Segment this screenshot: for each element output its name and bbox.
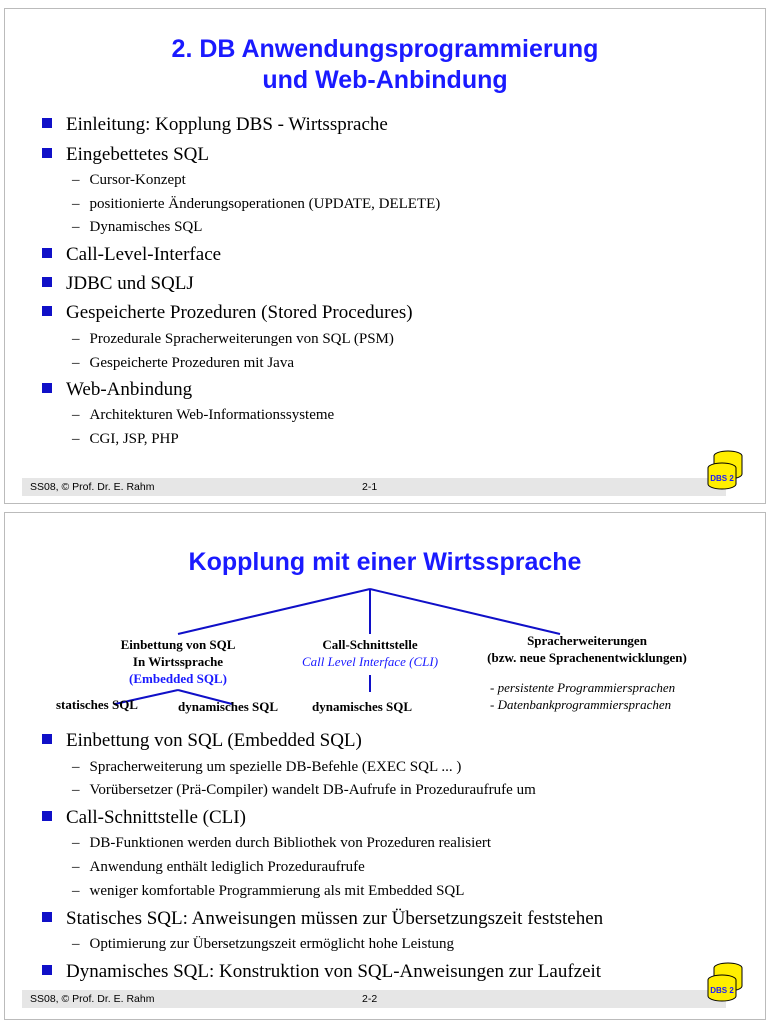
sub-bullet-item: – Architekturen Web-Informationssysteme [72, 407, 335, 423]
bullet-square-icon [42, 306, 52, 316]
bullet-item: Web-Anbindung [42, 379, 192, 401]
footer-page-number: 2-2 [362, 993, 378, 1005]
bullet-item: Dynamisches SQL: Konstruktion von SQL-Anweisungen zur Laufzeit [42, 961, 601, 983]
language-extension-notes: - persistente Programmiersprachen - Datenbankprogrammiersprachen [490, 680, 676, 712]
bullet-square-icon [42, 811, 52, 821]
bullet-square-icon [42, 277, 52, 287]
title-line-2: und Web-Anbindung [262, 66, 508, 94]
footer-author: SS08, © Prof. Dr. E. Rahm [30, 993, 155, 1005]
sub-bullet-item: – DB-Funktionen werden durch Bibliothek von Prozeduren realisiert [72, 835, 492, 851]
bullet-square-icon [42, 148, 52, 158]
logo-text: DBS 2 [710, 474, 734, 483]
bullet-item: Eingebettetes SQL [42, 144, 209, 166]
logo-text: DBS 2 [710, 986, 734, 995]
embedded-sql-node: Einbettung von SQL In Wirtssprache (Embedded SQL) [120, 637, 236, 686]
slide-1 [0, 0, 770, 508]
bullet-item: Einbettung von SQL (Embedded SQL) [42, 730, 362, 752]
bullet-square-icon [42, 912, 52, 922]
title-line-1: 2. DB Anwendungsprogrammierung [171, 35, 599, 63]
static-sql-label: statisches SQL [56, 697, 138, 712]
dbs2-logo-icon [704, 960, 746, 1002]
slide-title: Kopplung mit einer Wirtssprache [188, 548, 582, 576]
bullet-item: Call-Schnittstelle (CLI) [42, 807, 246, 829]
bullet-square-icon [42, 965, 52, 975]
slide-footer [22, 478, 726, 496]
sub-bullet-item: – Spracherweiterung um spezielle DB-Befehle (EXEC SQL ... ) [72, 759, 462, 775]
sub-bullet-item: – weniger komfortable Programmierung als mit Embedded SQL [72, 883, 465, 899]
connector-line [370, 589, 560, 634]
sub-bullet-item: – positionierte Änderungsoperationen (UPDATE, DELETE) [72, 196, 441, 212]
language-extension-node: Spracherweiterungen (bzw. neue Sprachenentwicklungen) [487, 633, 687, 665]
bullet-item: Einleitung: Kopplung DBS - Wirtssprache [42, 114, 388, 136]
sub-bullet-item: – Dynamisches SQL [72, 219, 203, 235]
sub-bullet-item: – Prozedurale Spracherweiterungen von SQL (PSM) [72, 331, 394, 347]
bullet-square-icon [42, 383, 52, 393]
footer-author: SS08, © Prof. Dr. E. Rahm [30, 481, 155, 493]
sub-bullet-item: – Optimierung zur Übersetzungszeit ermöglicht hohe Leistung [72, 936, 454, 952]
bullet-item: JDBC und SQLJ [42, 273, 194, 295]
cli-node: Call-Schnittstelle Call Level Interface (CLI) [301, 637, 439, 669]
sub-bullet-item: – Vorübersetzer (Prä-Compiler) wandelt DB-Aufrufe in Prozeduraufrufe um [72, 782, 536, 798]
bullet-item: Statisches SQL: Anweisungen müssen zur Übersetzungszeit feststehen [42, 908, 603, 930]
dbs2-logo-icon [704, 448, 746, 490]
connector-line [178, 589, 370, 634]
slide-2 [0, 512, 770, 1024]
bullet-item: Gespeicherte Prozeduren (Stored Procedures) [42, 302, 413, 324]
sub-bullet-item: – CGI, JSP, PHP [72, 431, 179, 447]
dynamic-sql-label: dynamisches SQL [178, 699, 279, 714]
bullet-square-icon [42, 118, 52, 128]
bullet-item: Call-Level-Interface [42, 244, 221, 266]
dynamic-sql-label: dynamisches SQL [312, 699, 413, 714]
slide-title [0, 34, 770, 96]
bullet-square-icon [42, 734, 52, 744]
bullet-square-icon [42, 248, 52, 258]
sub-bullet-item: – Cursor-Konzept [72, 172, 186, 188]
sub-bullet-item: – Gespeicherte Prozeduren mit Java [72, 355, 294, 371]
footer-page-number: 2-1 [362, 481, 378, 493]
sub-bullet-item: – Anwendung enthält lediglich Prozeduraufrufe [72, 859, 365, 875]
slide-footer [22, 990, 726, 1008]
